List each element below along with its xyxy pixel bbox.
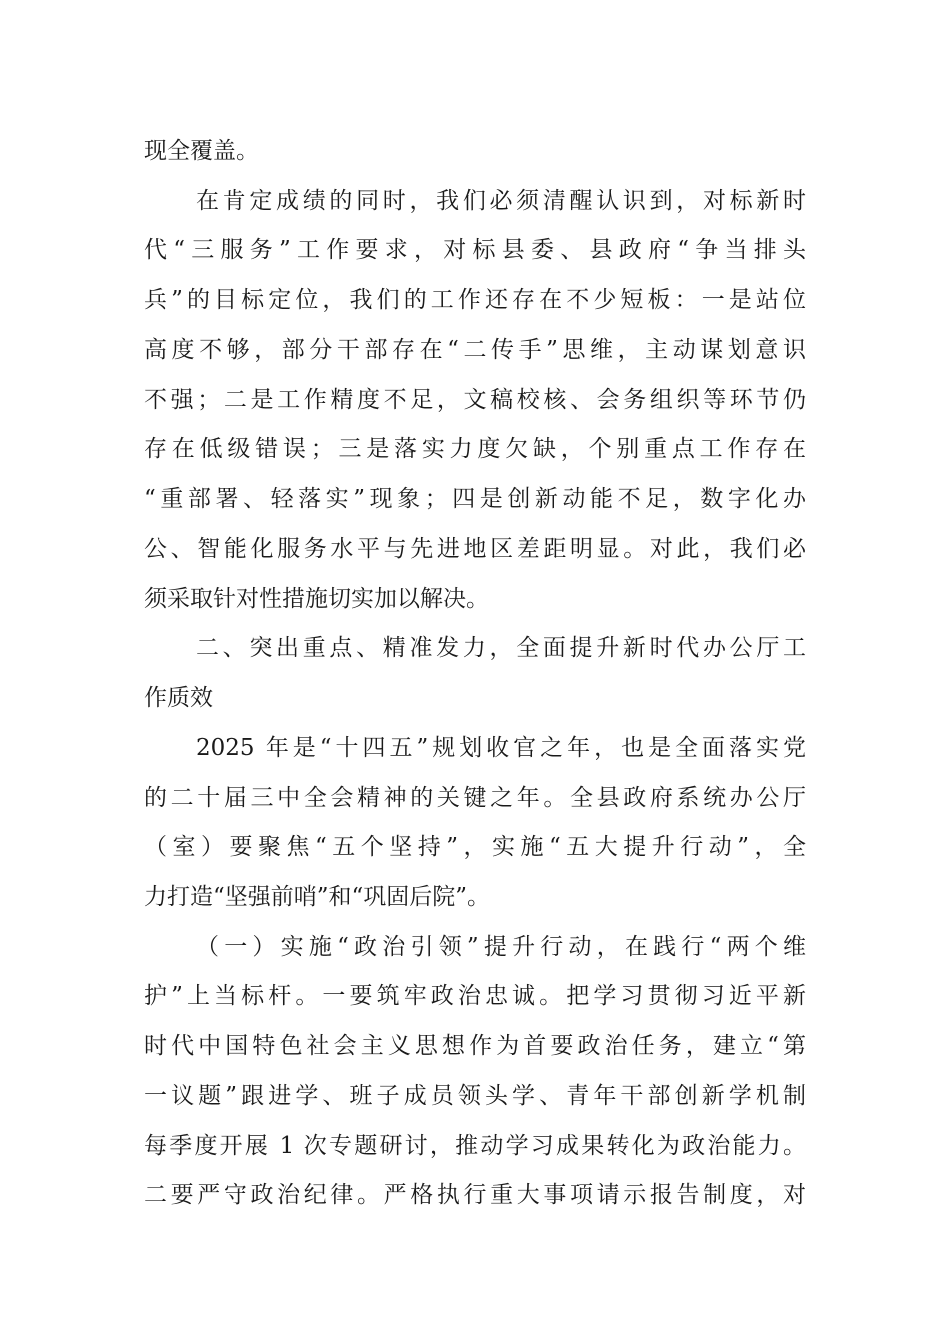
text-line: 护”上当标杆。一要筑牢政治忠诚。把学习贯彻习近平新 [144, 983, 806, 1009]
text-line: 的二十届三中全会精神的关键之年。全县政府系统办公厅 [144, 785, 806, 811]
text-line: 须采取针对性措施切实加以解决。 [144, 586, 489, 612]
text-line: 2025 年是“十四五”规划收官之年，也是全面落实党 [196, 735, 806, 761]
subsection-heading: （一）实施“政治引领”提升行动，在践行“两个维 [196, 934, 806, 960]
text-line: 不强；二是工作精度不足，文稿校核、会务组织等环节仍 [144, 387, 806, 413]
text-line: 时代中国特色社会主义思想作为首要政治任务，建立“第 [144, 1033, 806, 1059]
text-line: （室）要聚焦“五个坚持”，实施“五大提升行动”，全 [144, 834, 806, 860]
section-heading: 作质效 [144, 685, 213, 711]
text-line: 公、智能化服务水平与先进地区差距明显。对此，我们必 [144, 536, 806, 562]
text-line: “重部署、轻落实”现象；四是创新动能不足，数字化办 [144, 486, 806, 512]
section-heading: 二、突出重点、精准发力，全面提升新时代办公厅工 [196, 635, 806, 661]
text-line: 力打造“坚强前哨”和“巩固后院”。 [144, 884, 491, 910]
text-line: 兵”的目标定位，我们的工作还存在不少短板：一是站位 [144, 287, 806, 313]
text-line: 存在低级错误；三是落实力度欠缺，个别重点工作存在 [144, 436, 806, 462]
text-line: 二要严守政治纪律。严格执行重大事项请示报告制度，对 [144, 1182, 806, 1208]
text-line: 现全覆盖。 [144, 138, 259, 164]
text-line: 在肯定成绩的同时，我们必须清醒认识到，对标新时 [196, 188, 806, 214]
text-line: 每季度开展 1 次专题研讨，推动学习成果转化为政治能力。 [144, 1133, 806, 1159]
text-line: 一议题”跟进学、班子成员领头学、青年干部创新学机制 [144, 1083, 806, 1109]
text-line: 高度不够，部分干部存在“二传手”思维，主动谋划意识 [144, 337, 806, 363]
text-line: 代“三服务”工作要求，对标县委、县政府“争当排头 [144, 237, 806, 263]
